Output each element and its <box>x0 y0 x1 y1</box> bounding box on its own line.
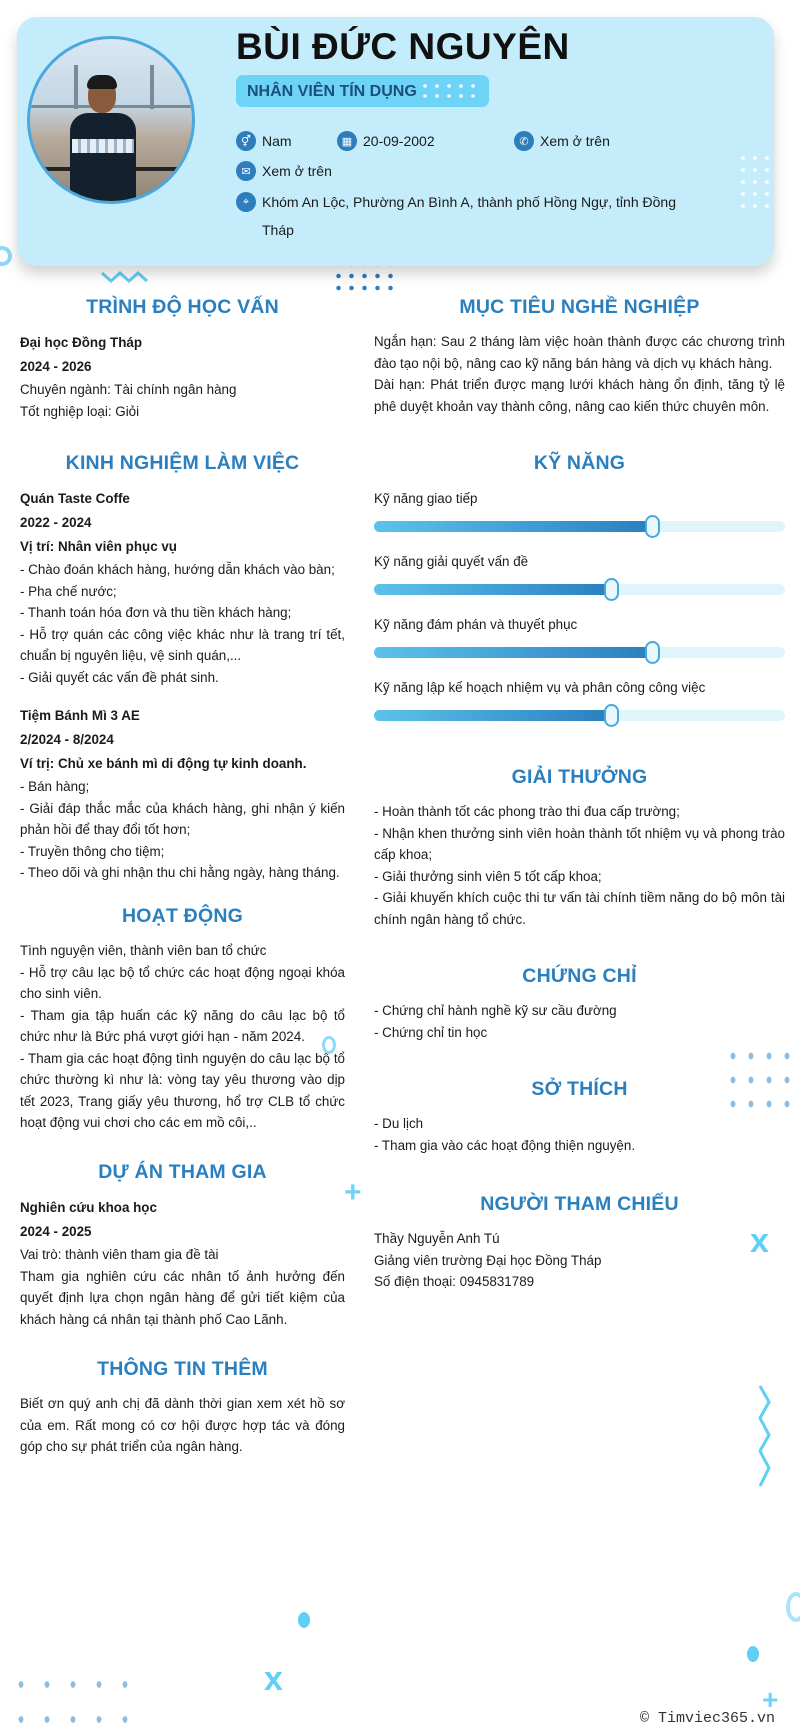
dot-grid-decoration <box>8 1667 138 1723</box>
skill-level-bar <box>374 521 785 532</box>
skill-level-handle <box>604 704 619 727</box>
text-line: - Tham gia vào các hoạt động thiện nguyện. <box>374 1137 636 1153</box>
text-line: Nghiên cứu khoa học <box>20 1200 157 1215</box>
dot-grid-decoration <box>724 1044 796 1116</box>
text-line: - Hỗ trợ câu lạc bộ tổ chức các hoạt động ngoại khóa cho sinh viên. <box>20 964 345 1001</box>
references-section <box>374 1189 785 1293</box>
position-title: NHÂN VIÊN TÍN DỤNG <box>247 83 417 100</box>
skill-level-fill <box>374 710 612 721</box>
section-title: SỞ THÍCH <box>531 1078 628 1100</box>
ring-decoration <box>322 1036 336 1054</box>
section-title: HOẠT ĐỘNG <box>122 905 243 927</box>
skills-section <box>374 448 785 740</box>
skill-item <box>374 677 785 721</box>
birthday-value: 20-09-2002 <box>363 133 435 149</box>
dot-decoration <box>747 1646 759 1662</box>
text-line: - Hỗ trợ quán các công việc khác như là trang trí tết, chuẩn bị nguyên liệu, vệ sinh quán,... <box>20 626 345 663</box>
skill-label: Kỹ năng giao tiếp <box>374 491 478 506</box>
text-line: Tình nguyện viên, thành viên ban tổ chức <box>20 943 267 958</box>
section-title: THÔNG TIN THÊM <box>97 1358 268 1380</box>
watermark: © Timviec365.vn <box>640 1710 776 1727</box>
text-line: - Giải quyết các vấn đề phát sinh. <box>20 669 219 685</box>
email-value: Xem ở trên <box>262 163 332 179</box>
certificates-section <box>374 961 785 1043</box>
skill-level-handle <box>645 515 660 538</box>
text-line: - Chứng chỉ hành nghề kỹ sư cầu đường <box>374 1003 617 1018</box>
email-info <box>236 161 332 181</box>
address-info <box>236 192 676 212</box>
additional-info-section <box>20 1354 345 1458</box>
skill-level-bar <box>374 584 785 595</box>
skill-item <box>374 488 785 532</box>
text-line: Dài hạn: Phát triển được mạng lưới khách hàng ổn định, tăng tỷ lệ phê duyệt khoản vay thành công, nâng cao kiến thức chuyên môn. <box>374 377 785 414</box>
zigzag-decoration <box>758 1384 772 1492</box>
plus-decoration: + <box>344 1176 362 1209</box>
skill-level-fill <box>374 521 653 532</box>
text-line: Thầy Nguyễn Anh Tú <box>374 1231 500 1246</box>
awards-section <box>374 762 785 930</box>
skill-level-handle <box>645 641 660 664</box>
dot-grid-decoration <box>737 152 769 212</box>
text-line: - Nhận khen thưởng sinh viên hoàn thành tốt nhiệm vụ và phong trào cấp khoa; <box>374 825 785 862</box>
avatar <box>27 36 195 204</box>
gender-value: Nam <box>262 133 292 149</box>
text-line: 2/2024 - 8/2024 <box>20 732 114 747</box>
zigzag-decoration <box>100 270 154 284</box>
text-line: Giảng viên trường Đại học Đồng Tháp <box>374 1252 602 1268</box>
text-line: - Theo dõi và ghi nhận thu chi hằng ngày, hàng tháng. <box>20 865 340 880</box>
section-title: TRÌNH ĐỘ HỌC VẤN <box>86 296 279 318</box>
x-decoration: x <box>750 1222 769 1260</box>
text-line: Ngắn hạn: Sau 2 tháng làm việc hoàn thành được các chương trình đào tạo nội bộ, nâng cao kỹ năng bán hàng và dịch vụ khách hàng. <box>374 334 785 371</box>
skill-level-fill <box>374 584 612 595</box>
section-title: GIẢI THƯỞNG <box>511 766 648 788</box>
text-line: - Bán hàng; <box>20 779 90 794</box>
phone-info <box>514 131 610 151</box>
skill-label: Kỹ năng giải quyết vấn đề <box>374 554 529 569</box>
text-line: - Du lịch <box>374 1116 424 1131</box>
dots-decoration <box>419 81 479 101</box>
calendar-icon: ▦ <box>337 131 357 151</box>
text-line: - Chào đoán khách hàng, hướng dẫn khách vào bàn; <box>20 562 335 577</box>
text-line: Đại học Đồng Tháp <box>20 335 142 350</box>
skill-level-fill <box>374 647 653 658</box>
section-title: KỸ NĂNG <box>533 452 626 474</box>
skill-label: Kỹ năng đám phán và thuyết phục <box>374 617 578 632</box>
text-line: 2022 - 2024 <box>20 515 92 530</box>
text-line: Tiệm Bánh Mì 3 AE <box>20 708 140 723</box>
position-badge <box>236 75 489 107</box>
text-line: - Giải đáp thắc mắc của khách hàng, ghi nhận ý kiến phản hồi để thay đổi tốt hơn; <box>20 800 345 837</box>
skill-item <box>374 551 785 595</box>
activities-section <box>20 901 345 1134</box>
experience-section <box>20 448 345 884</box>
section-title: MỤC TIÊU NGHỀ NGHIỆP <box>459 296 700 318</box>
text-line: - Tham gia tập huấn các kỹ năng do câu lạc bộ tổ chức như là Bức phá vượt giới hạn - năm 2024. <box>20 1007 345 1044</box>
text-line: Tốt nghiệp loại: Giỏi <box>20 403 140 419</box>
address-continued: Tháp <box>262 222 294 238</box>
dot-decoration <box>298 1612 310 1628</box>
ring-decoration <box>786 1592 800 1622</box>
text-line: Quán Taste Coffe <box>20 491 130 506</box>
education-section <box>20 292 345 422</box>
skill-item <box>374 614 785 658</box>
text-line: 2024 - 2026 <box>20 359 92 374</box>
text-line: Biết ơn quý anh chị đã dành thời gian xem xét hồ sơ của em. Rất mong có cơ hội được hợp tác và đóng góp cho sự phát triển của ngân hàng. <box>20 1396 345 1454</box>
spacer <box>20 688 345 704</box>
section-title: KINH NGHIỆM LÀM VIỆC <box>65 452 300 474</box>
gender-info <box>236 131 292 151</box>
text-line: - Hoàn thành tốt các phong trào thi đua cấp trường; <box>374 804 680 819</box>
envelope-icon: ✉ <box>236 161 256 181</box>
phone-value: Xem ở trên <box>540 133 610 149</box>
section-title: NGƯỜI THAM CHIẾU <box>480 1193 679 1215</box>
section-title: CHỨNG CHỈ <box>522 965 637 987</box>
text-line: Vai trò: thành viên tham gia đề tài <box>20 1247 219 1262</box>
projects-section <box>20 1157 345 1330</box>
candidate-name: BÙI ĐỨC NGUYÊN <box>236 26 570 67</box>
text-line: Chuyên ngành: Tài chính ngân hàng <box>20 382 237 397</box>
gender-icon: ⚥ <box>236 131 256 151</box>
skill-level-handle <box>604 578 619 601</box>
text-line: - Thanh toán hóa đơn và thu tiền khách hàng; <box>20 605 292 620</box>
skill-level-bar <box>374 647 785 658</box>
skill-level-bar <box>374 710 785 721</box>
phone-icon: ✆ <box>514 131 534 151</box>
skill-label: Kỹ năng lập kế hoạch nhiệm vụ và phân công công việc <box>374 680 706 695</box>
text-line: - Chứng chỉ tin học <box>374 1024 488 1040</box>
section-title: DỰ ÁN THAM GIA <box>98 1161 267 1183</box>
text-line: Vị trí: Nhân viên phục vụ <box>20 539 177 554</box>
text-line: - Pha chế nước; <box>20 583 117 599</box>
plus-decoration: + <box>762 1684 779 1715</box>
location-pin-icon: ⌖ <box>236 192 256 212</box>
ring-decoration <box>0 246 12 266</box>
address-value: Khóm An Lộc, Phường An Bình A, thành phố Hồng Ngự, tỉnh Đồng <box>262 194 676 210</box>
x-decoration: x <box>264 1660 283 1698</box>
text-line: 2024 - 2025 <box>20 1224 92 1239</box>
birthday-info <box>337 131 435 151</box>
text-line: - Giải thưởng sinh viên 5 tốt cấp khoa; <box>374 868 602 884</box>
text-line: Ví trị: Chủ xe bánh mì di động tự kinh doanh. <box>20 756 307 771</box>
objective-section <box>374 292 785 417</box>
text-line: - Tham gia các hoạt động tình nguyện do câu lạc bộ tổ chức thường kì như là: vòng tay yêu thương vào dịp tết 2023, Trang giấy yêu thương, hổ trợ CLB tổ chức hoạt động vui chơi cho các em mồ côi,.. <box>20 1050 345 1130</box>
text-line: Tham gia nghiên cứu các nhân tố ảnh hưởng đến quyết định lựa chọn ngân hàng để gửi tiết kiệm của khách hàng cá nhân tại thành phố Cao Lãnh. <box>20 1268 345 1327</box>
text-line: - Giải khuyến khích cuộc thi tư vấn tài chính tiềm năng do bộ môn tài chính ngân hàng tổ chức. <box>374 890 785 927</box>
text-line: - Truyền thông cho tiệm; <box>20 843 165 859</box>
text-line: Số điện thoại: 0945831789 <box>374 1274 535 1289</box>
